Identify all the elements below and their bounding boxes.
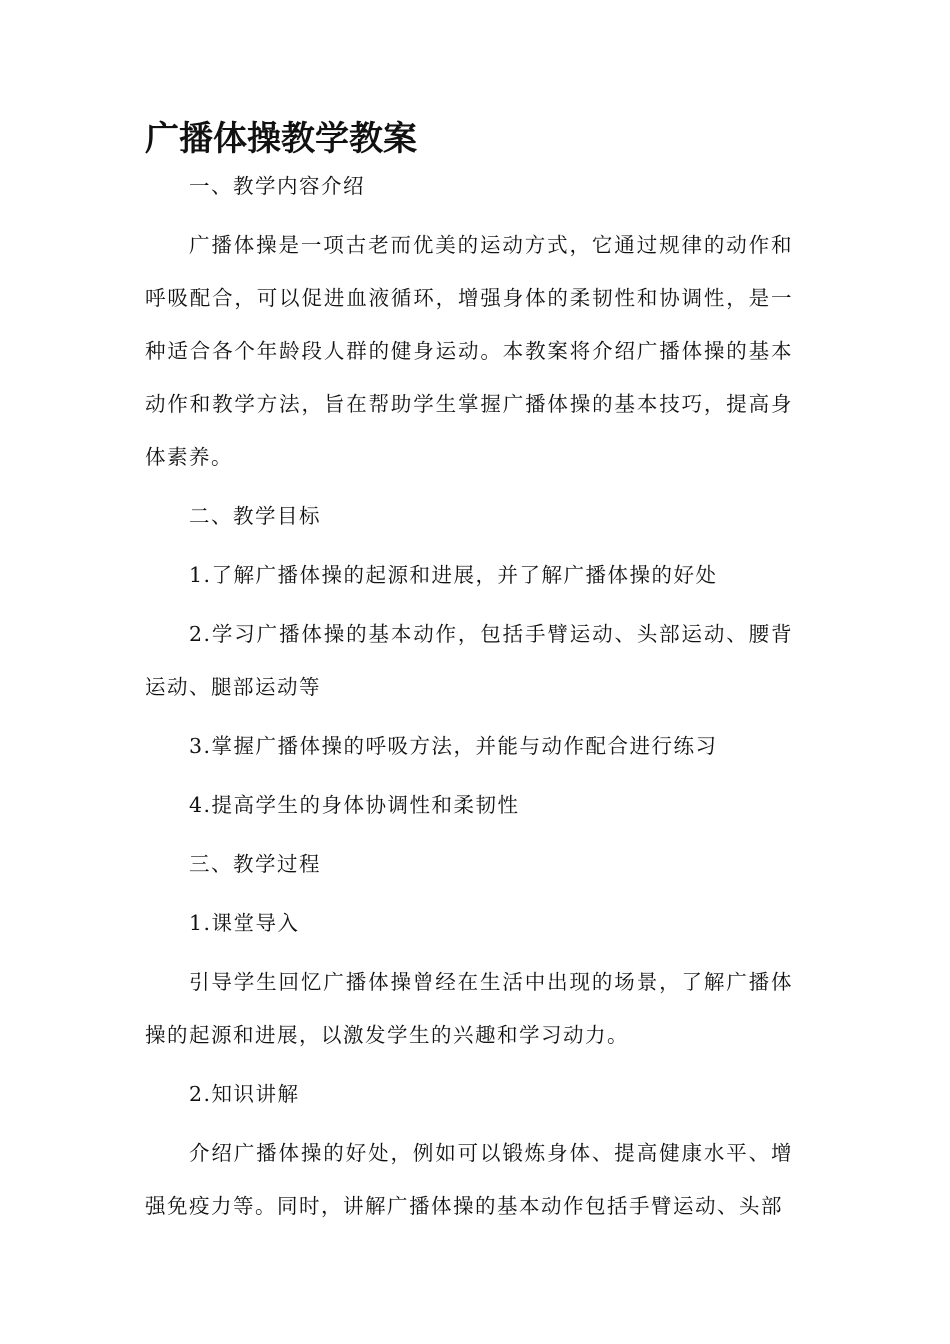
goal-item-1: 1.了解广播体操的起源和进展，并了解广播体操的好处 bbox=[189, 563, 718, 587]
goal-item-2: 2.学习广播体操的基本动作，包括手臂运动、头部运动、腰背运动、腿部运动等 bbox=[145, 622, 793, 699]
paragraph-intro: 广播体操是一项古老而优美的运动方式，它通过规律的动作和呼吸配合，可以促进血液循环，增强身体的柔韧性和协调性，是一种适合各个年龄段人群的健身运动。本教案将介绍广播体操的基本动作和教学方法，旨在帮助学生掌握广播体操的基本技巧，提高身体素养。 bbox=[145, 233, 793, 469]
section-heading-process: 三、教学过程 bbox=[189, 852, 321, 876]
process-step-2-text: 介绍广播体操的好处，例如可以锻炼身体、提高健康水平、增强免疫力等。同时，讲解广播体操的基本动作包括手臂运动、头部 bbox=[145, 1141, 793, 1218]
process-step-2-heading: 2.知识讲解 bbox=[189, 1082, 300, 1106]
goal-item-3: 3.掌握广播体操的呼吸方法，并能与动作配合进行练习 bbox=[189, 734, 718, 758]
section-heading-intro: 一、教学内容介绍 bbox=[189, 174, 365, 198]
document-body bbox=[145, 160, 793, 1239]
goal-item-4: 4.提高学生的身体协调性和柔韧性 bbox=[189, 793, 520, 817]
document-title: 广播体操教学教案 bbox=[145, 119, 417, 159]
section-heading-goals: 二、教学目标 bbox=[189, 504, 321, 528]
process-step-1-text: 引导学生回忆广播体操曾经在生活中出现的场景，了解广播体操的起源和进展，以激发学生的兴趣和学习动力。 bbox=[145, 970, 793, 1047]
process-step-1-heading: 1.课堂导入 bbox=[189, 911, 300, 935]
